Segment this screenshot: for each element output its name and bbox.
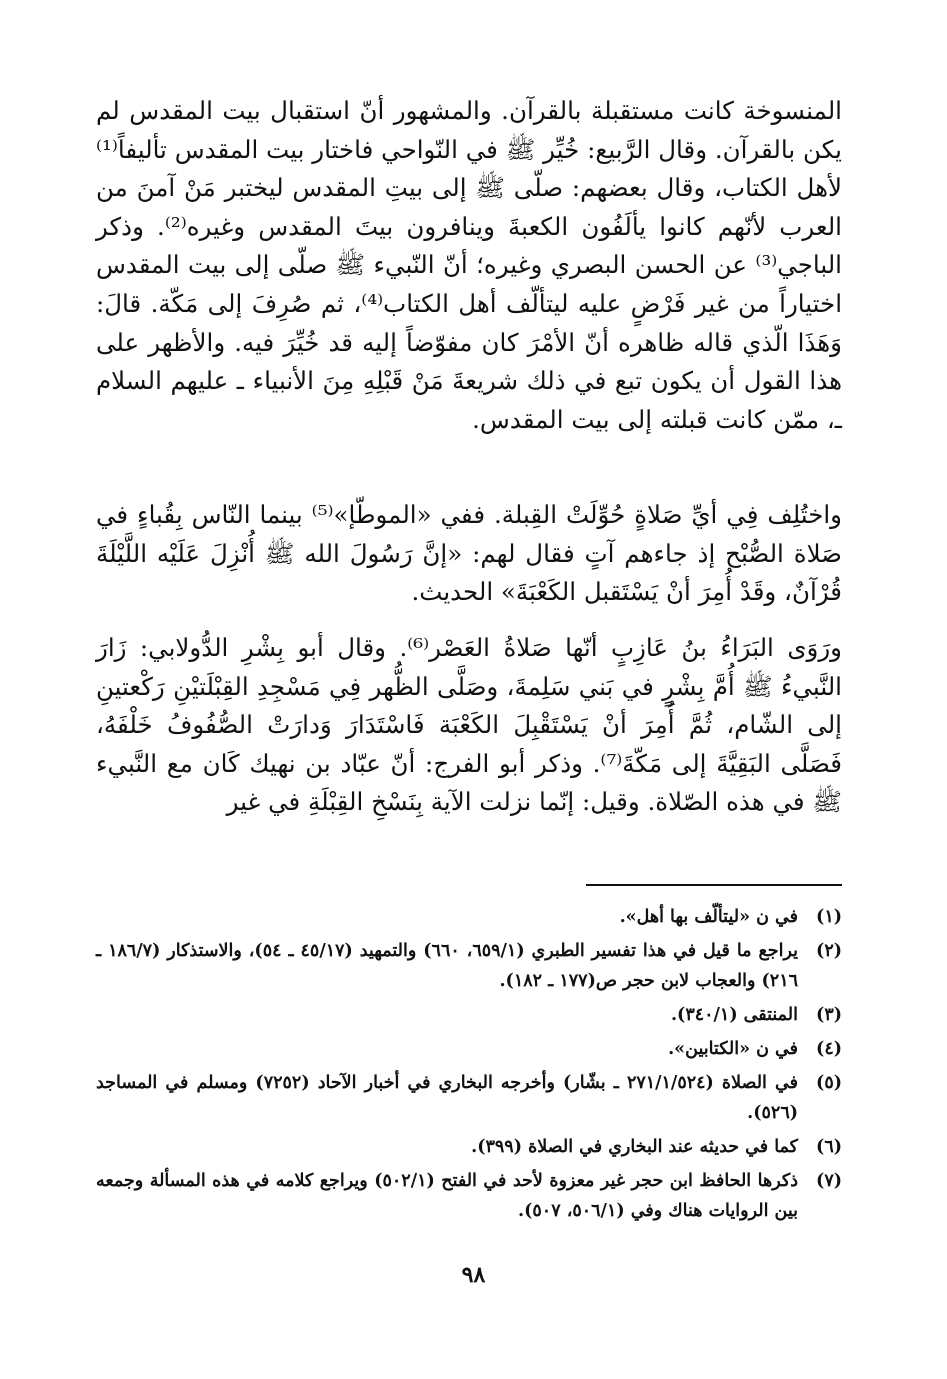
footnote-7 (96, 1166, 842, 1226)
footnote-number: (٣) (816, 1005, 842, 1025)
paragraph-1 (96, 92, 842, 439)
footnote-number: (٥) (816, 1073, 842, 1093)
footnote-4 (96, 1034, 842, 1064)
footnote-number: (٦) (816, 1137, 842, 1157)
footnote-number: (٤) (816, 1039, 842, 1059)
footnote-text: في ن «الكتابين». (668, 1039, 798, 1059)
footnote-number: (١) (816, 907, 842, 927)
paragraph-text: واختُلِف فِي أيِّ صَلاةٍ حُوِّلَتْ القِبلة. ففي «الموطّإ»⁽⁵⁾ بينما النّاس بِقُباءٍ في صَلاة الصُّبْح إذ جاءهم آتٍ فقال لهم: «إنَّ رَسُولَ الله ﷺ أُنْزِلَ عَلَيْه اللَّيْلَةَ قُرْآنٌ، وقَدْ أُمِرَ أنْ يَسْتَقبل الكَعْبَةَ» الحديث. (96, 500, 842, 607)
footnote-divider (586, 884, 842, 886)
footnote-6 (96, 1132, 842, 1162)
footnote-text: في ن «ليتألّف بها أهل». (619, 907, 798, 927)
footnote-number: (٢) (816, 941, 842, 961)
page-number: ٩٨ (461, 1262, 486, 1288)
footnote-number: (٧) (816, 1171, 842, 1191)
footnotes (96, 902, 842, 1230)
footnote-text: يراجع ما قيل في هذا تفسير الطبري (٦٥٩/١، ٦٦٠) والتمهيد (٤٥/١٧ ـ ٥٤)، والاستذكار (١٨٦/٧ ـ ٢١٦) والعجاب لابن حجر ص(١٧٧ ـ ١٨٢). (96, 941, 798, 991)
footnote-text: ذكرها الحافظ ابن حجر غير معزوة لأحد في الفتح (٥٠٢/١) ويراجع كلامه في هذه المسألة وجمعه بين الروايات هناك وفي (٥٠٦/١، ٥٠٧). (96, 1171, 798, 1221)
footnote-text: في الصلاة (٢٧١/١/٥٢٤ ـ بشّار) وأخرجه البخاري في أخبار الآحاد (٧٢٥٢) ومسلم في المساجد (٥٢٦). (96, 1073, 798, 1123)
paragraph-2 (96, 496, 842, 612)
footnote-3 (96, 1000, 842, 1030)
paragraph-text: المنسوخة كانت مستقبلة بالقرآن. والمشهور أنّ استقبال بيت المقدس لم يكن بالقرآن. وقال الرَّبيع: خُيِّر ﷺ في النّواحي فاختار بيت المقدس تأليفاً⁽¹⁾ لأهل الكتاب، وقال بعضهم: صلّى ﷺ إلى بيتِ المقدس ليختبر مَنْ آمنَ من العرب لأنّهم كانوا يألَفُون الكعبةَ وينافرون بيتَ المقدس وغيره⁽²⁾. وذكر الباجي⁽³⁾ عن الحسن البصري وغيره؛ أنّ النّبيء ﷺ صلّى إلى بيت المقدس اختياراً من غير فَرْضٍ عليه ليتألّف أهل الكتاب⁽⁴⁾، ثم صُرِفَ إلى مَكّة. قالَ: وَهَذَا الّذي قاله ظاهره أنّ الأمْرَ كان مفوّضاً إليه قد خُيِّرَ فيه. والأظهر على هذا القول أن يكون تبع في ذلك شريعةَ مَنْ قَبْلِهِ مِنَ الأنبياء ـ عليهم السلام ـ، ممّن كانت قبلته إلى بيت المقدس. (96, 96, 842, 434)
footnote-1 (96, 902, 842, 932)
footnote-2 (96, 936, 842, 996)
footnote-text: كما في حديثه عند البخاري في الصلاة (٣٩٩). (471, 1137, 798, 1157)
paragraph-3 (96, 629, 842, 822)
footnote-text: المنتقى (٣٤٠/١). (670, 1005, 798, 1025)
footnote-5 (96, 1068, 842, 1128)
paragraph-text: ورَوَى البَرَاءُ بنُ عَازِبٍ أنّها صَلاةُ العَصْر⁽⁶⁾. وقال أبو بِشْرِ الدُّولابي: زَارَ النَّبيءُ ﷺ أُمَّ بِشْرٍ في بَني سَلِمةَ، وصَلَّى الظُّهر فِي مَسْجِدِ القِبْلَتيْنِ رَكْعتينِ إلى الشّام، ثُمَّ أُمِرَ أنْ يَسْتَقْبِلَ الكَعْبَة فَاسْتَدَارَ وَدارَتْ الصُّفُوفُ خَلْفَهُ، فَصَلَّى البَقِيَّةَ إلى مَكّةَ⁽⁷⁾. وذكر أبو الفرج: أنّ عبّاد بن نهيك كَان مع النَّبيء ﷺ في هذه الصّلاة. وقيل: إنّما نزلت الآية بِنَسْخِ القِبْلَةِ في غير (96, 633, 842, 817)
